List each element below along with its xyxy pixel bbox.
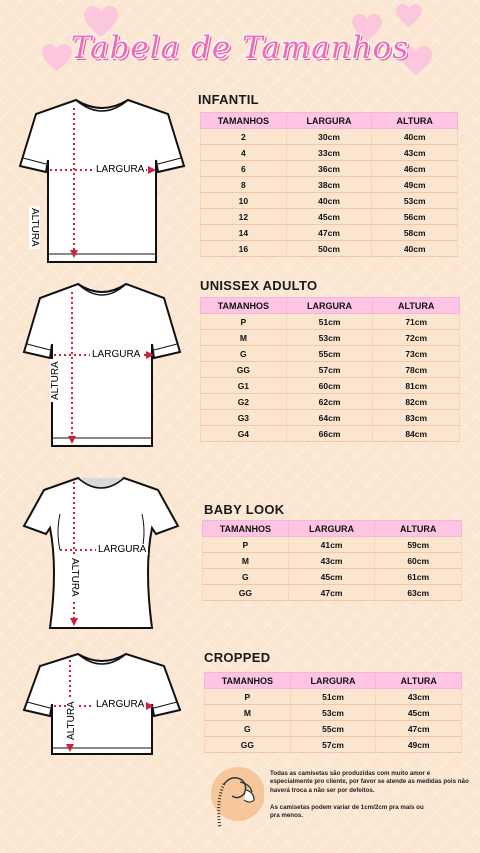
table-row xyxy=(201,225,458,241)
table-row xyxy=(201,177,458,193)
section-title-unissex: UNISSEX ADULTO xyxy=(200,278,318,293)
col-header: ALTURA xyxy=(375,521,462,537)
note-main: Todas as camisetas são produzidas com muito amor e especialmente pro cliente, por favor se atende as medidas pois não haverá troca a não ser por defeitos. xyxy=(270,770,469,794)
largura-cell: 51cm xyxy=(290,689,376,705)
heart-icon xyxy=(396,4,422,28)
table-row xyxy=(201,346,460,362)
col-header: ALTURA xyxy=(376,673,462,689)
altura-cell: 83cm xyxy=(373,410,460,426)
size-cell: G3 xyxy=(201,410,287,426)
size-cell: G1 xyxy=(201,378,287,394)
altura-cell: 71cm xyxy=(373,314,460,330)
largura-cell: 53cm xyxy=(290,705,376,721)
table-row xyxy=(201,145,458,161)
largura-cell: 57cm xyxy=(290,737,376,753)
altura-cell: 84cm xyxy=(373,426,460,442)
table-row xyxy=(201,410,460,426)
altura-cell: 49cm xyxy=(376,737,462,753)
largura-cell: 62cm xyxy=(286,394,373,410)
altura-cell: 49cm xyxy=(372,177,458,193)
tshirt-cropped-diagram xyxy=(22,648,182,758)
size-cell: GG xyxy=(205,737,291,753)
largura-cell: 55cm xyxy=(286,346,373,362)
col-header: TAMANHOS xyxy=(201,298,287,314)
altura-cell: 53cm xyxy=(372,193,458,209)
table-row xyxy=(201,161,458,177)
altura-cell: 73cm xyxy=(373,346,460,362)
measuring-tape-icon xyxy=(202,764,264,830)
largura-label: LARGURA xyxy=(98,544,147,555)
size-cell: G xyxy=(201,346,287,362)
size-table-infantil xyxy=(200,112,458,257)
table-row xyxy=(203,537,462,553)
size-cell: 12 xyxy=(201,209,287,225)
table-row xyxy=(201,378,460,394)
table-row xyxy=(205,705,462,721)
size-cell: 2 xyxy=(201,129,287,145)
size-cell: P xyxy=(205,689,291,705)
altura-cell: 43cm xyxy=(376,689,462,705)
size-cell: 10 xyxy=(201,193,287,209)
size-cell: 14 xyxy=(201,225,287,241)
size-cell: M xyxy=(201,330,287,346)
section-title-babylook: BABY LOOK xyxy=(204,502,285,517)
altura-cell: 40cm xyxy=(372,241,458,257)
size-cell: G xyxy=(203,569,289,585)
largura-cell: 66cm xyxy=(286,426,373,442)
altura-cell: 61cm xyxy=(375,569,462,585)
altura-cell: 78cm xyxy=(373,362,460,378)
size-cell: GG xyxy=(201,362,287,378)
note-variation: As camisetas podem variar de 1cm/2cm pra mais ou pra menos. xyxy=(270,804,424,820)
altura-cell: 56cm xyxy=(372,209,458,225)
section-title-cropped: CROPPED xyxy=(204,650,271,665)
largura-cell: 47cm xyxy=(288,585,375,601)
altura-cell: 59cm xyxy=(375,537,462,553)
largura-cell: 64cm xyxy=(286,410,373,426)
altura-label: ALTURA xyxy=(69,558,80,597)
size-cell: 8 xyxy=(201,177,287,193)
col-header: ALTURA xyxy=(373,298,460,314)
largura-cell: 33cm xyxy=(286,145,372,161)
altura-label: ALTURA xyxy=(29,208,40,247)
altura-label: ALTURA xyxy=(50,361,61,400)
table-row xyxy=(205,737,462,753)
altura-cell: 63cm xyxy=(375,585,462,601)
largura-cell: 41cm xyxy=(288,537,375,553)
altura-label: ALTURA xyxy=(66,701,77,740)
size-table-cropped xyxy=(204,672,462,753)
col-header: LARGURA xyxy=(288,521,375,537)
tshirt-babylook-diagram xyxy=(20,472,182,632)
page-title: Tabela de Tamanhos xyxy=(70,30,410,66)
table-row xyxy=(201,314,460,330)
size-cell: 6 xyxy=(201,161,287,177)
table-row xyxy=(201,362,460,378)
table-row xyxy=(203,553,462,569)
altura-cell: 82cm xyxy=(373,394,460,410)
largura-cell: 36cm xyxy=(286,161,372,177)
table-row xyxy=(201,241,458,257)
altura-cell: 45cm xyxy=(376,705,462,721)
size-cell: M xyxy=(205,705,291,721)
table-row xyxy=(201,193,458,209)
size-cell: GG xyxy=(203,585,289,601)
largura-label: LARGURA xyxy=(92,349,141,360)
altura-cell: 40cm xyxy=(372,129,458,145)
altura-cell: 60cm xyxy=(375,553,462,569)
largura-cell: 51cm xyxy=(286,314,373,330)
col-header: ALTURA xyxy=(372,113,458,129)
table-row xyxy=(201,330,460,346)
largura-cell: 38cm xyxy=(286,177,372,193)
largura-cell: 43cm xyxy=(288,553,375,569)
altura-cell: 47cm xyxy=(376,721,462,737)
largura-label: LARGURA xyxy=(96,164,145,175)
altura-cell: 81cm xyxy=(373,378,460,394)
table-row xyxy=(201,129,458,145)
size-table-babylook xyxy=(202,520,462,601)
largura-label: LARGURA xyxy=(96,699,145,710)
largura-cell: 40cm xyxy=(286,193,372,209)
size-cell: P xyxy=(203,537,289,553)
altura-cell: 58cm xyxy=(372,225,458,241)
largura-cell: 50cm xyxy=(286,241,372,257)
section-title-infantil: INFANTIL xyxy=(198,92,259,107)
size-cell: P xyxy=(201,314,287,330)
col-header: LARGURA xyxy=(286,298,373,314)
col-header: TAMANHOS xyxy=(201,113,287,129)
altura-cell: 46cm xyxy=(372,161,458,177)
col-header: TAMANHOS xyxy=(205,673,291,689)
col-header: LARGURA xyxy=(290,673,376,689)
largura-cell: 60cm xyxy=(286,378,373,394)
size-cell: G4 xyxy=(201,426,287,442)
col-header: LARGURA xyxy=(286,113,372,129)
table-row xyxy=(203,585,462,601)
size-cell: 16 xyxy=(201,241,287,257)
size-table-unissex xyxy=(200,297,460,442)
size-cell: M xyxy=(203,553,289,569)
size-cell: 4 xyxy=(201,145,287,161)
largura-cell: 55cm xyxy=(290,721,376,737)
altura-cell: 72cm xyxy=(373,330,460,346)
table-row xyxy=(205,689,462,705)
col-header: TAMANHOS xyxy=(203,521,289,537)
largura-cell: 30cm xyxy=(286,129,372,145)
table-row xyxy=(203,569,462,585)
size-cell: G2 xyxy=(201,394,287,410)
altura-cell: 43cm xyxy=(372,145,458,161)
table-row xyxy=(205,721,462,737)
table-row xyxy=(201,394,460,410)
size-cell: G xyxy=(205,721,291,737)
largura-cell: 47cm xyxy=(286,225,372,241)
tshirt-infantil-diagram xyxy=(18,94,186,266)
largura-cell: 53cm xyxy=(286,330,373,346)
table-row xyxy=(201,209,458,225)
largura-cell: 45cm xyxy=(288,569,375,585)
largura-cell: 57cm xyxy=(286,362,373,378)
table-row xyxy=(201,426,460,442)
tshirt-unissex-diagram xyxy=(22,278,182,450)
largura-cell: 45cm xyxy=(286,209,372,225)
